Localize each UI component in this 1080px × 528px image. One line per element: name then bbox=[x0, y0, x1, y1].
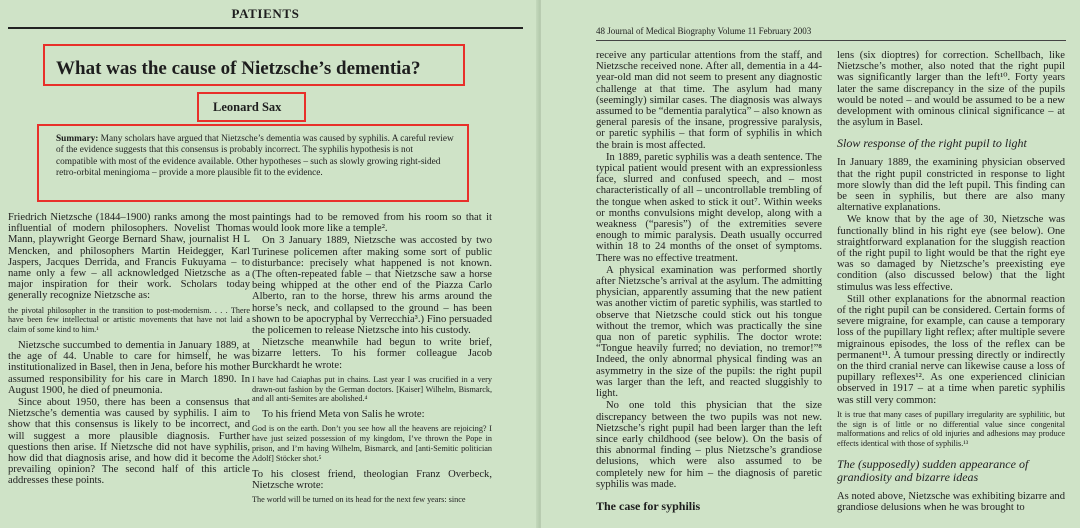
section-label: PATIENTS bbox=[231, 6, 300, 21]
running-head-rule bbox=[596, 40, 1066, 41]
paragraph: On 3 January 1889, Nietzsche was accosted by two Turinese policemen after making some sort of public disturbance: precisely what happened is not known. (The often-repeated fable – that Nietzsche saw a horse being whipped at the other end of the Piazza Carlo Alberto, ran to the horse, threw his arms around the horse’s neck, and collapsed to the ground – has been shown to be apocryphal by Verrecchia³.) Fino persuaded the policemen to release Nietzsche into his custody. bbox=[252, 235, 492, 337]
paragraph: lens (six dioptres) for correction. Schellbach, like Nietzsche’s mother, also noted that the right pupil was significantly larger than the left¹⁰. Forty years later the same discrepancy in the size of the pupils would be noted – and would be assumed to be a new development with ominous clinical significance – at the asylum in Basel. bbox=[837, 50, 1065, 129]
paragraph: A physical examination was performed shortly after Nietzsche’s arrival at the asylum. The admitting physician, apparently assuming that the new patient was another victim of paretic syphilis, was startled to observe that Nietzsche could stick out his tongue without the tremor, which was practically the sine qua non of paretic syphilis. The doctor wrote: “Tongue heavily furred; no deviation, no tremor!”⁸ Indeed, the only abnormal physical finding was an asymmetry in the size of the pupils: the right pupil was larger than the left, and reacted sluggishly to light. bbox=[596, 264, 822, 400]
paragraph: Friedrich Nietzsche (1844–1900) ranks among the most influential of modern philosophers. Novelist Thomas Mann, playwright George Bernard Shaw, journalist H L Mencken, and philosophers Martin Heidegger, Karl Jaspers, Jacques Derrida, and Francis Fukuyama – to name only a few – all acknowledged Nietzsche as a major inspiration for their work. Scholars today generally recognize Nietzsche as: bbox=[8, 212, 250, 302]
paragraph: We know that by the age of 30, Nietzsche was functionally blind in his right eye (see below). One straightforward explanation for the sluggish reaction of the right pupil to light would be that the right eye was so damaged by Nietzsche’s preexisting eye condition (also discussed below) that the light stimulus was less effective. bbox=[837, 214, 1065, 293]
running-head: 48 Journal of Medical Biography Volume 11 February 2003 bbox=[596, 26, 812, 36]
right-column-2 bbox=[837, 50, 1065, 514]
section-rule bbox=[8, 27, 523, 29]
paragraph: Still other explanations for the abnormal reaction of the right pupil can be considered. Certain forms of severe migraine, for example, can cause a temporary loss of the pupillary light reflex; after multiple severe migrainous episodes, the loss of the reflex can be permanent¹¹. A tumour pressing directly or indirectly on the third cranial nerve can likewise cause a loss of pupillary reflexes¹². As one experienced clinician observed in 1917 – at a time when paretic syphilis was still very common: bbox=[837, 293, 1065, 406]
summary bbox=[56, 134, 456, 179]
summary-text: Many scholars have argued that Nietzsche’s dementia was caused by syphilis. A careful review of the evidence suggests that this consensus is probably incorrect. The syphilis hypothesis is not compatible with most of the evidence available. Other hypotheses – such as slowly growing right-sided retro-orbital meningioma – provide a more plausible fit to the evidence. bbox=[56, 134, 454, 178]
paragraph: receive any particular attentions from the staff, and Nietzsche received none. After all, dementia in a 44-year-old man did not seem to present any diagnostic challenge at that time. The asylum had many (seemingly) similar cases. The diagnosis was always assumed to be “dementia paralytica” – also known as general paresis of the insane, progressive paralysis, or paretic syphilis – that form of syphilis in which the brain is most affected. bbox=[596, 50, 822, 151]
paragraph: To his closest friend, theologian Franz Overbeck, Nietzsche wrote: bbox=[252, 468, 492, 491]
section-heading: The case for syphilis bbox=[596, 498, 701, 513]
block-quote: It is true that many cases of pupillary irregularity are syphilitic, but the sign is of little or no differential value since congenital malformations and relics of old injuries and adhesions may produce effects identical with those of syphilis.¹³ bbox=[837, 409, 1065, 449]
paragraph: In 1889, paretic syphilis was a death sentence. The typical patient would present with an expressionless face, slurred and confused speech, and – most characteristically of all – uncontrollable trembling of the tongue when asked to stick it out⁷. Within weeks or months convulsions might develop, along with a weakness (“paresis”) of the extremities severe enough to mimic paralysis. Death usually occurred within 18 to 24 months of the onset of symptoms. There was no effective treatment. bbox=[596, 151, 822, 264]
article-title: What was the cause of Nietzsche’s dementia? bbox=[56, 58, 421, 79]
paragraph: No one told this physician that the size discrepancy between the two pupils was not new. Nietzsche’s right pupil had been larger than the left since early childhood (see below). On the basis of this abnormal finding – plus Nietzsche’s grandiose delusions, which were also assumed to be completely new for him – the diagnosis of paretic syphilis was made. bbox=[596, 400, 822, 490]
block-quote: God is on the earth. Don’t you see how all the heavens are rejoicing? I have just seized possession of my kingdom, I’ve thrown the Pope in prison, and I’m having Wilhelm, Bismarck, and [anti-Semitic politician Adolf] Stöcker shot.⁵ bbox=[252, 424, 492, 463]
right-page bbox=[540, 0, 1080, 528]
block-quote: The world will be turned on its head for the next few years: since bbox=[252, 495, 466, 505]
paragraph: paintings had to be removed from his room so that it would look more like a temple². bbox=[252, 212, 492, 235]
paragraph: As noted above, Nietzsche was exhibiting bizarre and grandiose delusions when he was brought to bbox=[837, 491, 1065, 514]
paragraph: In January 1889, the examining physician observed that the right pupil constricted in response to light more slowly than did the left pupil. This finding can be seen in syphilis, but there are also many alternative explanations. bbox=[837, 157, 1065, 214]
author-name: Leonard Sax bbox=[213, 100, 282, 114]
paragraph: Nietzsche meanwhile had begun to write brief, bizarre letters. To his former colleague Jacob Burckhardt he wrote: bbox=[252, 337, 492, 371]
paragraph: Since about 1950, there has been a consensus that Nietzsche’s dementia was caused by syphilis. I aim to show that this consensus is likely to be incorrect, and will suggest a more plausible diagnosis. Further questions then arise. If Nietzsche did not have syphilis, how did that diagnosis arise, and how did it become the prevailing opinion? The second half of this article addresses these points. bbox=[8, 397, 250, 487]
section-heading: The (supposedly) sudden appearance of grandiosity and bizarre ideas bbox=[837, 457, 1029, 485]
left-column-1 bbox=[8, 212, 250, 488]
summary-label: Summary: bbox=[56, 134, 99, 144]
paragraph: Nietzsche succumbed to dementia in January 1889, at the age of 44. Unable to care for himself, he was institutionalized in Basel, then in Jena, before his mother assumed responsibility for his care in March 1890. In August 1900, he died of pneumonia. bbox=[8, 340, 250, 396]
right-column-1 bbox=[596, 50, 822, 513]
left-column-2 bbox=[252, 212, 492, 510]
block-quote: I have had Caiaphas put in chains. Last year I was crucified in a very drawn-out fashion by the German doctors. [Kaiser] Wilhelm, Bismarck, and all anti-Semites are abolished.⁴ bbox=[252, 374, 492, 404]
section-heading: Slow response of the right pupil to light bbox=[837, 136, 1027, 151]
paragraph: To his friend Meta von Salis he wrote: bbox=[262, 409, 425, 421]
block-quote: the pivotal philosopher in the transition to post-modernism. . . . There have been few intellectual or artistic movements that have not laid a claim of some kind to him.¹ bbox=[8, 305, 250, 335]
